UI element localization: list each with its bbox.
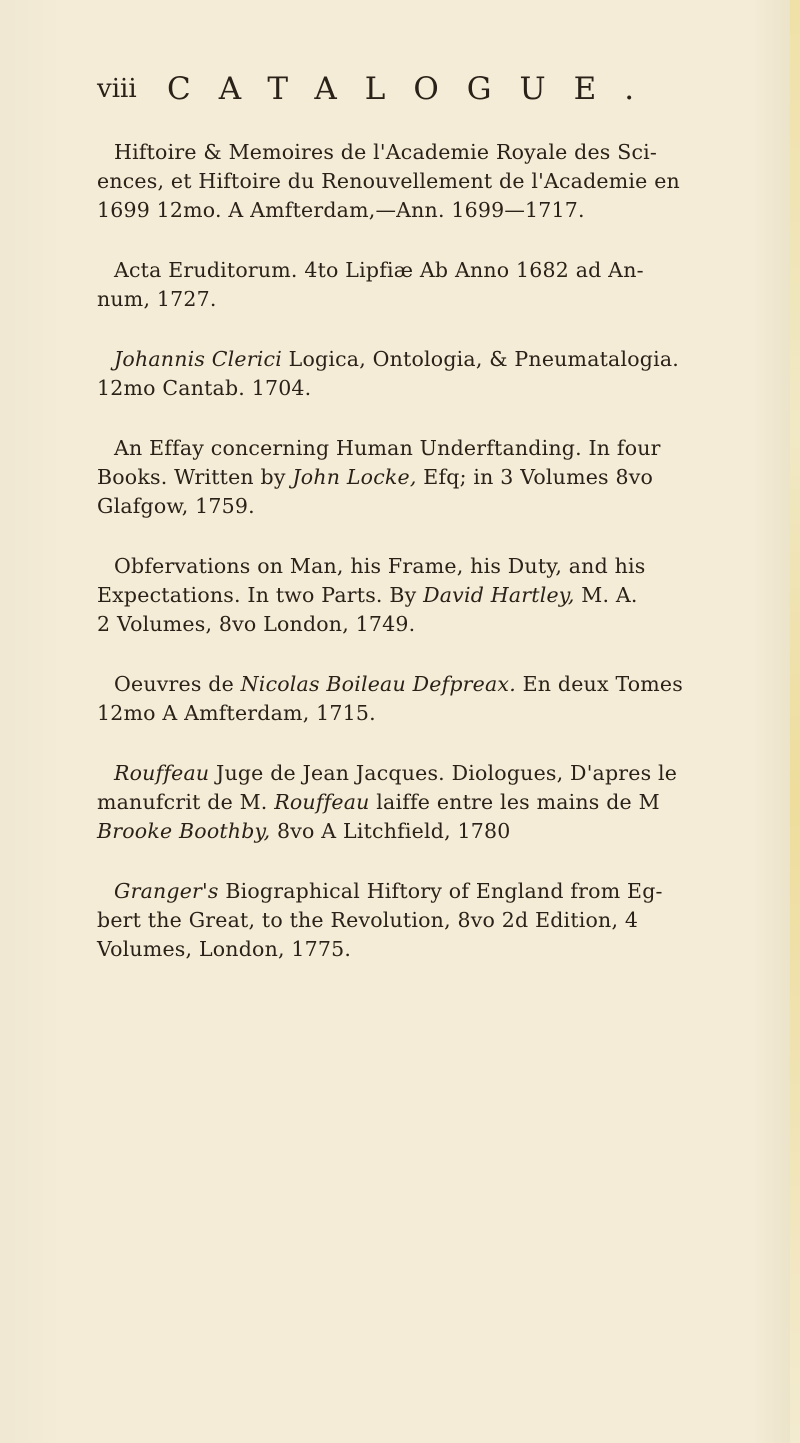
entry-line xyxy=(97,581,767,610)
entry-line: Acta Eruditorum. 4to Lipfiæ Ab Anno 1682 ad An- xyxy=(114,258,644,282)
entry-text: Expectations. In two Parts. By xyxy=(97,583,424,607)
entry-line: Volumes, London, 1775. xyxy=(97,937,352,961)
author-name: Rouffeau xyxy=(274,790,370,814)
entry-line: num, 1727. xyxy=(97,287,217,311)
author-name: John Locke, xyxy=(292,465,417,489)
page-header xyxy=(97,70,777,110)
entry-locke-essay xyxy=(97,434,767,521)
entry-line: 2 Volumes, 8vo London, 1749. xyxy=(97,612,416,636)
entry-boileau-oeuvres xyxy=(97,670,767,728)
entry-text: manufcrit de M. xyxy=(97,790,275,814)
entry-text: Biographical Hiftory of England from Eg- xyxy=(218,879,663,903)
entry-line xyxy=(97,759,767,788)
entry-line xyxy=(97,345,767,374)
entry-clerici-logica xyxy=(97,345,767,403)
entry-granger-history xyxy=(97,877,767,964)
page-title: CATALOGUE. xyxy=(167,71,663,107)
entry-text: En deux Tomes xyxy=(515,672,683,696)
entry-line: Glafgow, 1759. xyxy=(97,494,255,518)
entry-acta-eruditorum xyxy=(97,256,767,314)
entry-line: 1699 12mo. A Amfterdam,—Ann. 1699—1717. xyxy=(97,198,585,222)
entry-hartley-observations xyxy=(97,552,767,639)
author-name: Johannis Clerici xyxy=(114,347,282,371)
page-edge-discoloration xyxy=(790,0,800,1443)
catalogue-entries xyxy=(97,138,767,995)
author-name: Brooke Boothby, xyxy=(97,819,271,843)
entry-line xyxy=(97,877,767,906)
entry-text: Oeuvres de xyxy=(114,672,241,696)
entry-text: Juge de Jean Jacques. Diologues, D'apres le xyxy=(209,761,678,785)
entry-line xyxy=(97,670,767,699)
page-number: viii xyxy=(97,74,137,104)
entry-text: laiffe entre les mains de M xyxy=(369,790,660,814)
entry-line: bert the Great, to the Revolution, 8vo 2d Edition, 4 xyxy=(97,908,639,932)
entry-line: Obfervations on Man, his Frame, his Duty, and his xyxy=(114,554,646,578)
entry-line: An Effay concerning Human Underftanding. In four xyxy=(114,436,661,460)
entry-text: M. A. xyxy=(574,583,638,607)
entry-line: 12mo A Amfterdam, 1715. xyxy=(97,701,376,725)
author-name: Rouffeau xyxy=(114,761,210,785)
entry-line xyxy=(97,788,767,817)
entry-histoire-memoires xyxy=(97,138,767,225)
author-name: Nicolas Boileau Defpreax. xyxy=(240,672,516,696)
entry-text: Efq; in 3 Volumes 8vo xyxy=(416,465,654,489)
author-name: Granger's xyxy=(114,879,219,903)
entry-text: Books. Written by xyxy=(97,465,293,489)
entry-line: ences, et Hiftoire du Renouvellement de l'Academie en xyxy=(97,169,680,193)
entry-text: 8vo A Litchfield, 1780 xyxy=(270,819,511,843)
entry-line xyxy=(97,463,767,492)
entry-line xyxy=(97,817,767,846)
entry-line: Hiftoire & Memoires de l'Academie Royale des Sci- xyxy=(114,140,658,164)
author-name: David Hartley, xyxy=(423,583,575,607)
entry-rousseau-juge xyxy=(97,759,767,846)
entry-line: 12mo Cantab. 1704. xyxy=(97,376,312,400)
entry-text: Logica, Ontologia, & Pneumatalogia. xyxy=(281,347,679,371)
